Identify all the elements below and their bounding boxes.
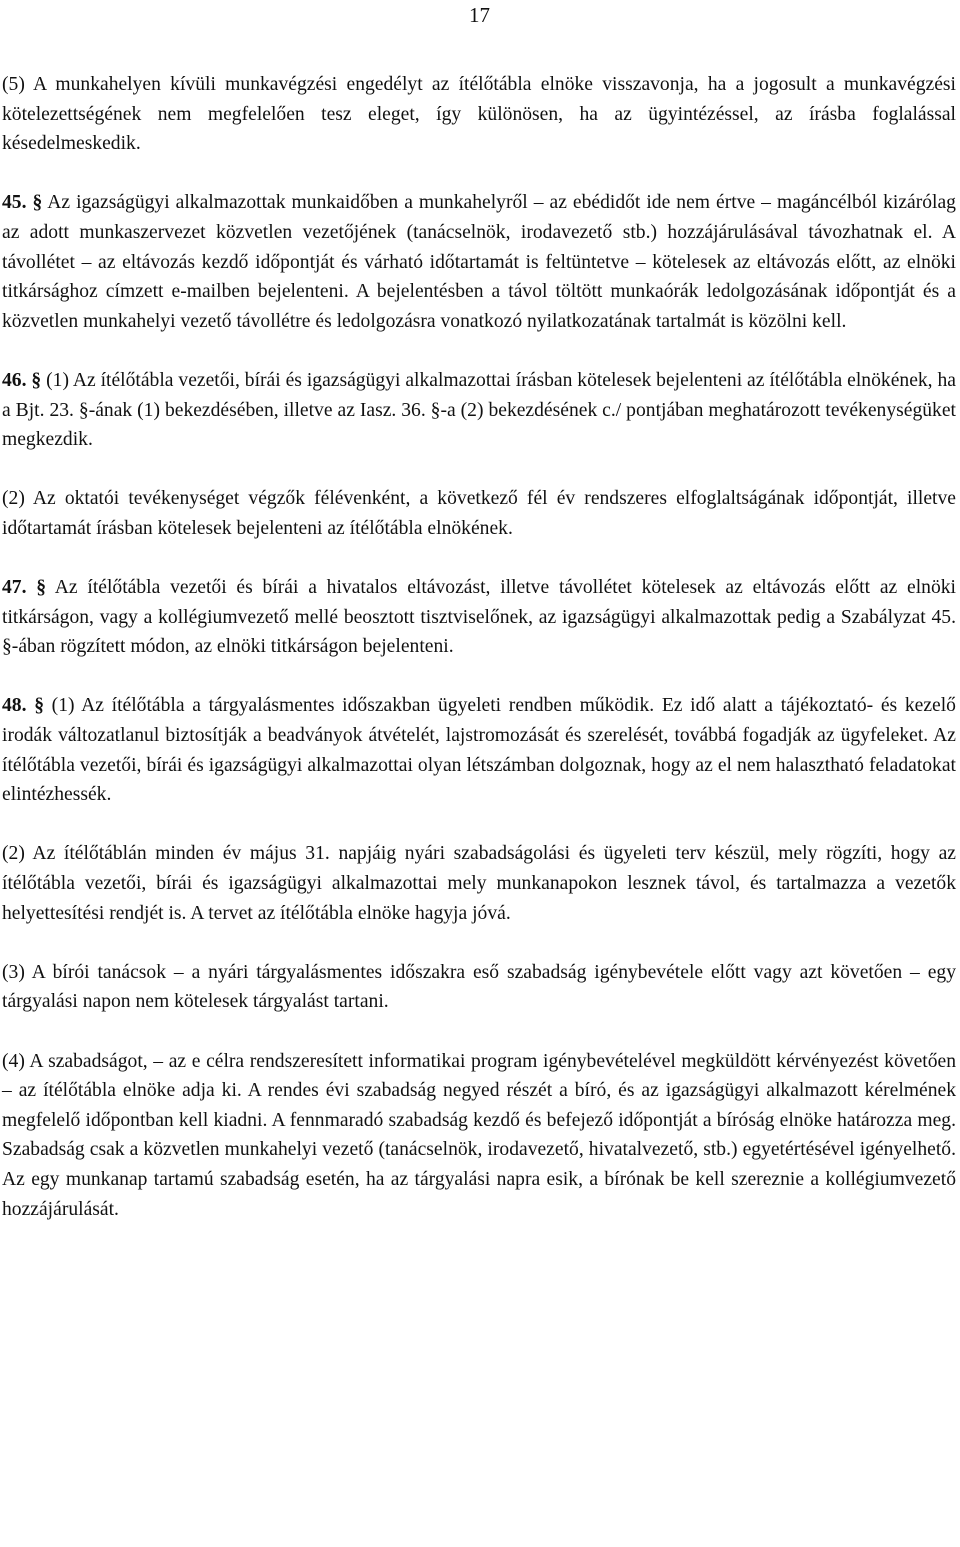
section-48-3 bbox=[2, 958, 956, 1017]
paragraph-text: (4) A szabadságot, – az e célra rendszeresített informatikai program igénybevételével megküldött kérvényezést követően – az ítélőtábla elnöke adja ki. A rendes évi szabadság negyed részét a bíró, és az igazságügyi alkalmazott kérelmének megfelelő időpontban kell kiadni. A fennmaradó szabadság kezdő és befejező időpontját a bíróság elnöke határozza meg. Szabadság csak a közvetlen munkahelyi vezető (tanácselnök, irodavezető, hivatalvezető, stb.) egyetértésével igényelhető. Az egy munkanap tartamú szabadság esetén, ha az tárgyalási napra esik, a bírónak be kell szereznie a kollégiumvezető hozzájárulását. bbox=[2, 1050, 956, 1220]
document-body bbox=[2, 70, 956, 1254]
section-number: 47. bbox=[2, 577, 27, 599]
section-48-4 bbox=[2, 1047, 956, 1225]
section-47 bbox=[2, 573, 956, 662]
section-46-2 bbox=[2, 484, 956, 543]
section-number: 45. bbox=[2, 192, 27, 214]
section-symbol: § bbox=[34, 695, 44, 717]
page-number: 17 bbox=[469, 3, 490, 27]
paragraph-text: (1) Az ítélőtábla vezetői, bírái és igazságügyi alkalmazottai írásban kötelesek bejelenteni az ítélőtábla elnökének, ha a Bjt. 23. §-ának (1) bekezdésében, illetve az Iasz. 36. §-a (2) bekezdésének c./ pontjában meghatározott tevékenységüket megkezdik. bbox=[2, 369, 956, 451]
paragraph-text: (2) Az oktatói tevékenységet végzők félévenként, a következő fél év rendszeres elfoglaltságának időpontját, illetve időtartamát írásban kötelesek bejelenteni az ítélőtábla elnökének. bbox=[2, 488, 956, 539]
section-number: 46. bbox=[2, 369, 27, 391]
paragraph-text: (5) A munkahelyen kívüli munkavégzési engedélyt az ítélőtábla elnöke visszavonja, ha a jogosult a munkavégzési kötelezettségének nem megfelelően tesz eleget, így különösen, ha az ügyintézéssel, az írásba foglalással késedelmeskedik. bbox=[2, 74, 956, 155]
paragraph-text: Az igazságügyi alkalmazottak munkaidőben a munkahelyről – az ebédidőt ide nem értve – magáncélból kizárólag az adott munkaszervezet közvetlen vezetőjének (tanácselnök, irodavezető stb.) hozzájárulásával távozhatnak el. A távollétet – az eltávozás kezdő időpontját és várható időtartamát is feltüntetve – kötelesek az eltávozás előtt, az elnöki titkársághoz címzett e-mailben bejelenteni. A bejelentésben a távol töltött munkaórák ledolgozásának időpontját és a közvetlen munkahelyi vezető távollétre és ledolgozásra vonatkozó nyilatkozatának tartalmát is közölni kell. bbox=[2, 192, 956, 332]
paragraph-text: (2) Az ítélőtáblán minden év május 31. napjáig nyári szabadságolási és ügyeleti terv készül, mely rögzíti, hogy az ítélőtábla vezetői, bírái és igazságügyi alkalmazottai mely munkanapokon lesznek távol, és tartalmazza a vezetők helyettesítési rendjét is. A tervet az ítélőtábla elnöke hagyja jóvá. bbox=[2, 843, 956, 924]
section-symbol: § bbox=[36, 577, 47, 599]
section-number: 48. bbox=[2, 695, 27, 717]
paragraph-text: (3) A bírói tanácsok – a nyári tárgyalásmentes időszakra eső szabadság igénybevétele előtt vagy azt követően – egy tárgyalási napon nem kötelesek tárgyalást tartani. bbox=[2, 961, 956, 1013]
paragraph-text: (1) Az ítélőtábla a tárgyalásmentes időszakban ügyeleti rendben működik. Ez idő alatt a tájékoztató- és kezelő irodák változatlanul biztosítják a beadványok átvételét, lajstromozását és szerelését, továbbá fogadják az ügyfeleket. Az ítélőtábla vezetői, bírái és igazságügyi alkalmazottai olyan létszámban dolgoznak, hogy az el nem halasztható feladatokat elintézhessék. bbox=[2, 695, 956, 806]
paragraph-text: Az ítélőtábla vezetői és bírái a hivatalos eltávozást, illetve távollétet kötelesek az eltávozás előtt az elnöki titkárságon, vagy a kollégiumvezető mellé beosztott tisztviselőnek, az igazságügyi alkalmazottak pedig a Szabályzat 45. §-ában rögzített módon, az elnöki titkárságon bejelenteni. bbox=[2, 577, 956, 658]
section-45 bbox=[2, 188, 956, 336]
section-symbol: § bbox=[31, 369, 42, 391]
section-48-2 bbox=[2, 839, 956, 928]
section-46-1 bbox=[2, 366, 956, 455]
section-symbol: § bbox=[32, 192, 43, 214]
section-48-1 bbox=[2, 691, 956, 809]
paragraph-5 bbox=[2, 70, 956, 159]
